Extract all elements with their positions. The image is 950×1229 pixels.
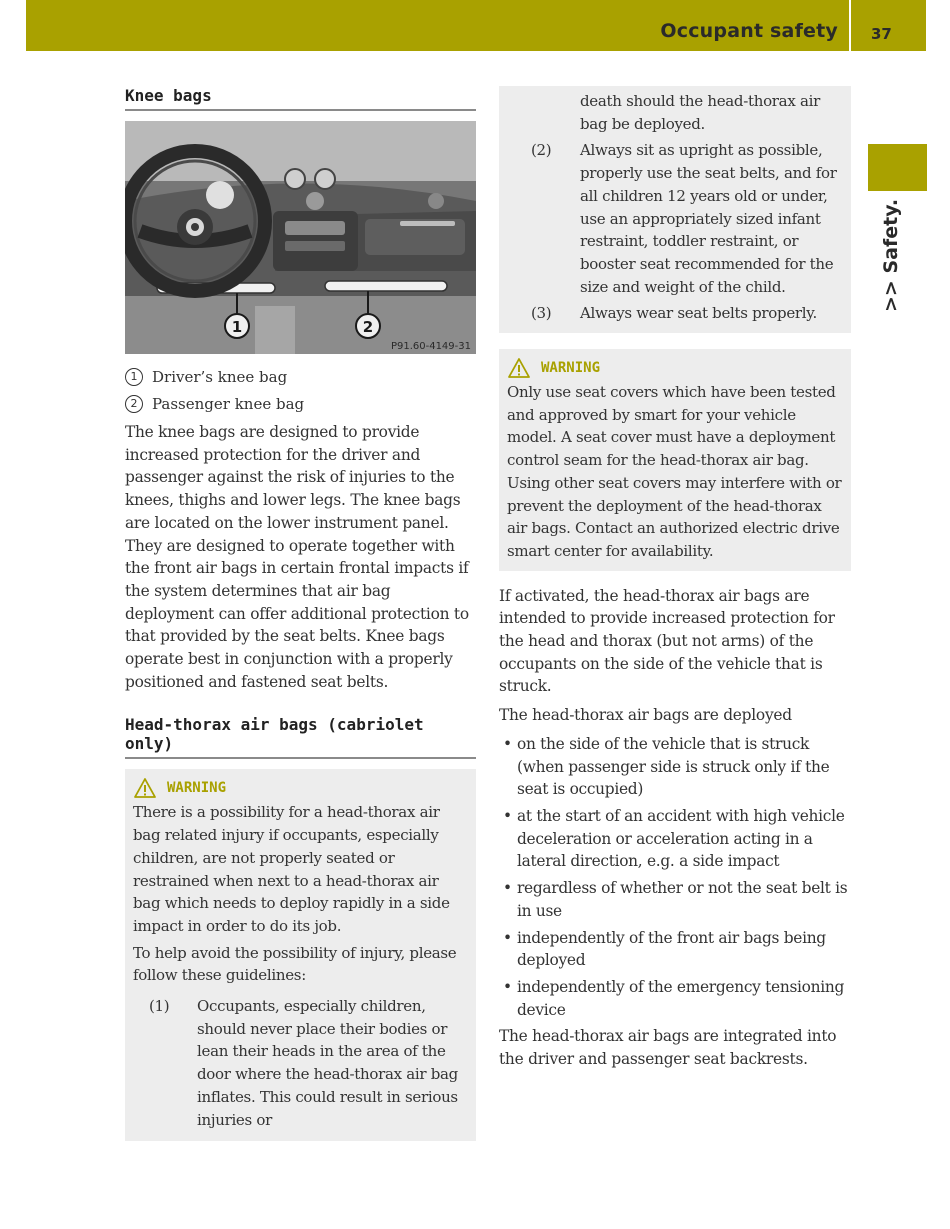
warning-triangle-icon [507, 357, 531, 379]
guideline-number: (1) [149, 997, 170, 1016]
warning-text: Only use seat covers which have been tested and approved by smart for your vehicle model. A seat cover must have a deployment control seam for the head-thorax air bag. Using other seat covers may interfere with or prevent the deployment of the head-thorax air bags. Contact an authorized electric drive smart center for availability. [507, 383, 842, 560]
warning-header [133, 777, 468, 799]
warning-label: WARNING [541, 360, 601, 377]
knee-bags-paragraph: The knee bags are designed to provide increased protection for the driver and passenger against the risk of injuries to the knees, thighs and lower legs. The knee bags are located on the lower instrument panel. They are designed to operate together with the front air bags in certain frontal impacts if the system determines that air bag deployment can offer additional protection to that provided by the seat belts. Knee bags operate best in conjunction with a properly positioned and fastened seat belts. [125, 423, 469, 691]
list-item [499, 976, 851, 1021]
bullet-icon: • [503, 806, 512, 825]
figure-code: P91.60-4149-31 [390, 341, 471, 352]
page-title: Occupant safety [660, 20, 838, 42]
warning-header [507, 357, 843, 379]
bullet-icon: • [503, 928, 512, 947]
warning-box-1 [125, 769, 476, 1141]
guideline-number: (2) [531, 141, 552, 160]
figure-legend [125, 363, 476, 417]
legend-item [125, 363, 476, 390]
list-item [499, 805, 851, 873]
bullet-icon: • [503, 734, 512, 753]
page-number: 37 [871, 25, 892, 43]
integration-paragraph: The head-thorax air bags are integrated into the driver and passenger seat backrests. [499, 1027, 837, 1069]
right-column [499, 86, 851, 1077]
section-tab-label: >> Safety. [880, 198, 902, 312]
guideline-item [133, 995, 468, 1131]
bullet-text: regardless of whether or not the seat belt is in use [517, 879, 848, 920]
callout-2-label: 2 [362, 318, 374, 336]
guideline-text: Occupants, especially children, should never place their bodies or lean their heads in the area of the door where the head-thorax air bag inflates. This could result in serious injuries or [197, 997, 458, 1129]
warning-box-2 [499, 349, 851, 571]
head-thorax-heading: Head-thorax air bags (cabriolet only) [125, 715, 476, 759]
list-item [499, 877, 851, 922]
guideline-text: Always sit as upright as possible, properly use the seat belts, and for all children 12 years old or under, use an appropriately sized infant restraint, toddler restraint, or booster seat recommended for the size and weight of the child. [580, 141, 837, 296]
section-tab [868, 144, 927, 191]
guideline-number: (3) [531, 304, 552, 323]
guideline-text: death should the head-thorax air bag be deployed. [580, 92, 820, 133]
header-divider [849, 0, 851, 51]
list-item [499, 927, 851, 972]
bullet-text: at the start of an accident with high vehicle deceleration or acceleration acting in a lateral direction, e.g. a side impact [517, 806, 845, 871]
guideline-item [507, 139, 843, 298]
deployment-bullets [499, 733, 851, 1021]
left-column [125, 86, 476, 1141]
guideline-number [507, 90, 580, 135]
bullet-icon: • [503, 879, 512, 898]
guideline-item [507, 302, 843, 325]
knee-bags-heading: Knee bags [125, 86, 476, 111]
list-item [499, 733, 851, 801]
knee-bags-photo [125, 121, 476, 354]
warning-box-1-continued [499, 86, 851, 333]
bullet-text: on the side of the vehicle that is struck (when passenger side is struck only if the seat is occupied) [517, 734, 830, 799]
bullet-text: independently of the front air bags being deployed [517, 928, 826, 970]
legend-label: Passenger knee bag [152, 394, 305, 413]
warning-text: There is a possibility for a head-thorax air bag related injury if occupants, especially children, are not properly seated or restrained when next to a head-thorax air bag which needs to deploy rapidly in a side impact in order to do its job. [133, 803, 450, 935]
bullet-text: independently of the emergency tensioning device [517, 977, 845, 1019]
warning-label: WARNING [167, 780, 227, 797]
activation-paragraph: If activated, the head-thorax air bags are intended to provide increased protection for the head and thorax (but not arms) of the occupants on the side of the vehicle that is struck. [499, 586, 835, 696]
deployment-intro: The head-thorax air bags are deployed [499, 706, 792, 725]
legend-item [125, 390, 476, 417]
legend-number: 2 [125, 395, 143, 413]
legend-label: Driver’s knee bag [152, 367, 288, 386]
guideline-item [507, 90, 843, 135]
warning-triangle-icon [133, 777, 157, 799]
guidelines-intro: To help avoid the possibility of injury, please follow these guidelines: [133, 943, 457, 985]
legend-number: 1 [125, 368, 143, 386]
guideline-text: Always wear seat belts properly. [580, 304, 817, 323]
bullet-icon: • [503, 977, 512, 996]
callout-1-label: 1 [231, 318, 243, 336]
